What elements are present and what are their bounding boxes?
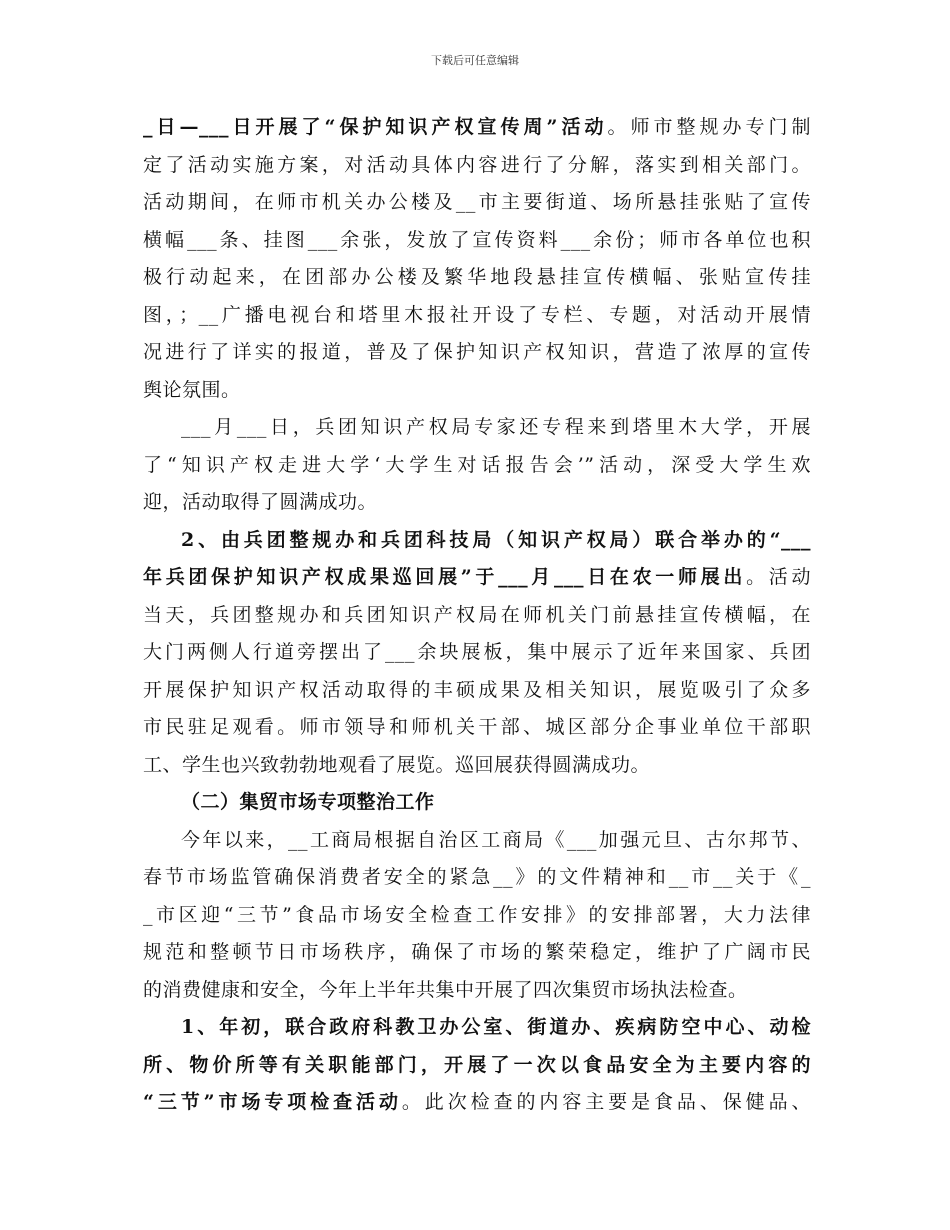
text-line [143, 184, 811, 222]
text-line [143, 747, 811, 785]
body-text: 活动期间，在师市机关办公楼及__市主要街道、场所悬挂张贴了宣传 [143, 191, 811, 213]
body-text: 舆论氛围。 [143, 378, 241, 401]
body-text: 。师市整规办专门制 [607, 116, 811, 138]
page-header: 下载后可任意编辑 [431, 54, 519, 67]
bold-text: “三节”市场专项检查活动 [143, 1091, 402, 1113]
text-line [143, 222, 811, 260]
body-text: 。此次检查的内容主要是食品、保健品、 [401, 1091, 811, 1113]
bold-text: _日—___日开展了“保护知识产权宣传周”活动 [143, 116, 608, 138]
bold-text: 2、由兵团整规办和兵团科技局（知识产权局）联合举办的“___ [181, 528, 811, 551]
text-line [143, 859, 811, 897]
text-line [143, 409, 811, 447]
body-text: 极行动起来，在团部办公楼及繁华地段悬挂宣传横幅、张贴宣传挂 [143, 266, 811, 288]
body-text: 定了活动实施方案，对活动具体内容进行了分解，落实到相关部门。 [143, 153, 811, 176]
body-text: 。活动 [746, 566, 811, 588]
text-line [143, 109, 811, 147]
body-text: 大门两侧人行道旁摆出了___余块展板，集中展示了近年来国家、兵团 [143, 641, 811, 663]
text-line [143, 1047, 811, 1085]
body-text: 的消费健康和安全，今年上半年共集中开展了四次集贸市场执法检查。 [143, 978, 748, 1001]
text-line [143, 447, 811, 485]
bold-text: 年兵团保护知识产权成果巡回展”于___月___日在农一师展出 [143, 566, 747, 588]
body-text: 了“知识产权走进大学‘大学生对话报告会’”活动，深受大学生欢 [143, 453, 811, 476]
text-line [143, 709, 811, 747]
bold-text: （二）集贸市场专项整治工作 [181, 791, 435, 813]
body-text: 今年以来，__工商局根据自治区工商局《___加强元旦、古尔邦节、 [181, 828, 811, 851]
body-text: 规范和整顿节日市场秩序，确保了市场的繁荣稳定，维护了广阔市民 [143, 941, 811, 963]
text-line [143, 634, 811, 672]
text-line [143, 672, 811, 710]
body-text: ___月___日，兵团知识产权局专家还专程来到塔里木大学，开展 [181, 416, 811, 438]
text-line [143, 934, 811, 972]
text-line [143, 597, 811, 635]
body-text: 横幅___条、挂图___余张，发放了宣传资料___余份；师市各单位也积 [143, 228, 811, 251]
body-text: 春节市场监管确保消费者安全的紧急__》的文件精神和__市__关于《_ [143, 866, 811, 888]
text-line [143, 822, 811, 860]
body-text: 工、学生也兴致勃勃地观看了展览。巡回展获得圆满成功。 [143, 753, 651, 776]
text-line [143, 972, 811, 1010]
text-line [143, 147, 811, 185]
body-text: _市区迎“三节”食品市场安全检查工作安排》的安排部署，大力法律 [143, 903, 811, 926]
text-line [143, 559, 811, 597]
document-body [143, 109, 811, 1122]
text-line [143, 259, 811, 297]
text-line [143, 484, 811, 522]
body-text: 迎，活动取得了圆满成功。 [143, 491, 378, 513]
body-text: 开展保护知识产权活动取得的丰硕成果及相关知识，展览吸引了众多 [143, 678, 811, 701]
text-line [143, 372, 811, 410]
bold-text: 所、物价所等有关职能部门，开展了一次以食品安全为主要内容的 [143, 1053, 811, 1076]
body-text: 当天，兵团整规办和兵团知识产权局在师机关门前悬挂宣传横幅，在 [143, 603, 811, 626]
text-line [143, 297, 811, 335]
text-line [143, 1084, 811, 1122]
text-line [143, 1009, 811, 1047]
bold-text: 1、年初，联合政府科教卫办公室、街道办、疾病防空中心、动检 [181, 1016, 811, 1038]
body-text: 市民驻足观看。师市领导和师机关干部、城区部分企事业单位干部职 [143, 716, 811, 738]
text-line [143, 522, 811, 560]
text-line [143, 784, 811, 822]
body-text: 图，；__广播电视台和塔里木报社开设了专栏、专题，对活动开展情 [143, 303, 811, 326]
text-line [143, 897, 811, 935]
text-line [143, 334, 811, 372]
body-text: 况进行了详实的报道，普及了保护知识产权知识，营造了浓厚的宣传 [143, 341, 811, 363]
